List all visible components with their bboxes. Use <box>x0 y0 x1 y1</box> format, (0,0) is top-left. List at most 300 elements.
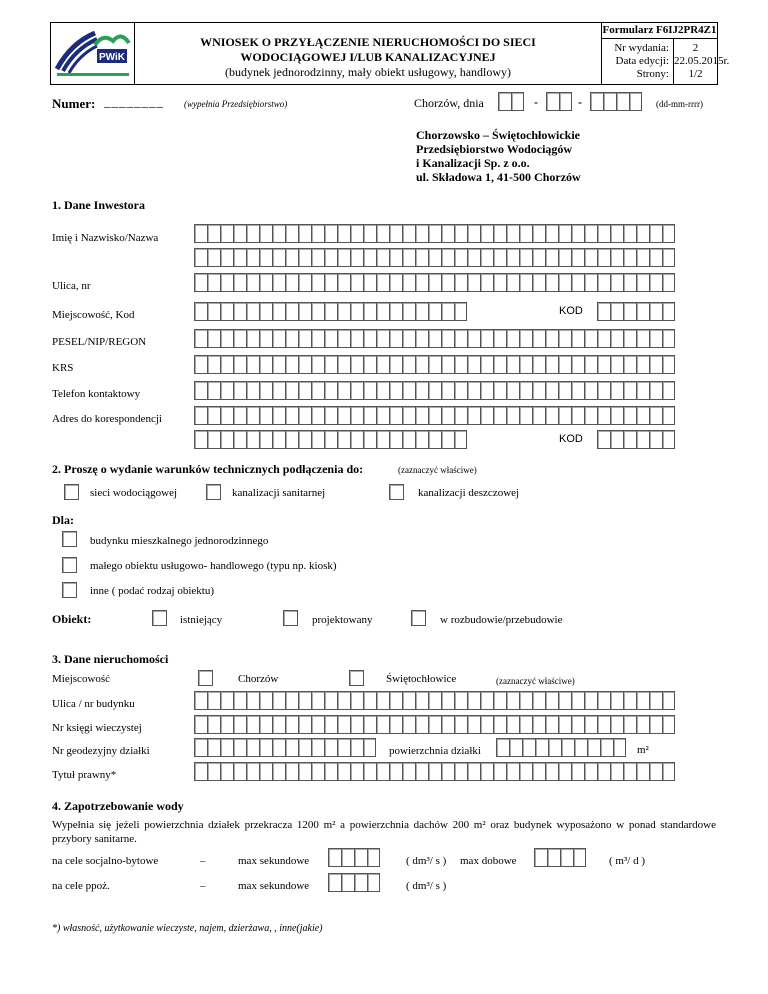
input-cell[interactable] <box>272 381 285 400</box>
date-year-boxes[interactable] <box>590 92 642 111</box>
input-cell[interactable] <box>246 273 259 292</box>
input-cell[interactable] <box>649 406 662 425</box>
input-cell[interactable] <box>298 430 311 449</box>
input-cell[interactable] <box>597 762 610 781</box>
input-cell[interactable] <box>428 355 441 374</box>
input-cell[interactable] <box>467 248 480 267</box>
input-cell[interactable] <box>636 302 649 321</box>
input-cell[interactable] <box>493 273 506 292</box>
input-cell[interactable] <box>389 224 402 243</box>
input-cell[interactable] <box>311 715 324 734</box>
input-cell[interactable] <box>561 738 574 757</box>
input-cell[interactable] <box>428 329 441 348</box>
input-cell[interactable] <box>220 355 233 374</box>
input-cell[interactable] <box>354 848 367 867</box>
input-cell[interactable] <box>272 762 285 781</box>
legal-title-boxes[interactable] <box>194 762 675 781</box>
input-cell[interactable] <box>324 430 337 449</box>
input-cell[interactable] <box>532 381 545 400</box>
input-cell[interactable] <box>623 248 636 267</box>
input-cell[interactable] <box>363 381 376 400</box>
input-cell[interactable] <box>337 224 350 243</box>
input-cell[interactable] <box>389 381 402 400</box>
input-cell[interactable] <box>350 381 363 400</box>
input-cell[interactable] <box>415 302 428 321</box>
input-cell[interactable] <box>597 302 610 321</box>
input-cell[interactable] <box>584 762 597 781</box>
input-cell[interactable] <box>441 302 454 321</box>
input-cell[interactable] <box>363 273 376 292</box>
input-cell[interactable] <box>233 329 246 348</box>
input-cell[interactable] <box>259 738 272 757</box>
input-cell[interactable] <box>532 715 545 734</box>
input-cell[interactable] <box>207 738 220 757</box>
input-cell[interactable] <box>350 715 363 734</box>
input-cell[interactable] <box>415 762 428 781</box>
input-cell[interactable] <box>532 224 545 243</box>
input-cell[interactable] <box>350 738 363 757</box>
input-cell[interactable] <box>220 762 233 781</box>
input-cell[interactable] <box>285 715 298 734</box>
input-cell[interactable] <box>389 329 402 348</box>
input-cell[interactable] <box>389 406 402 425</box>
input-cell[interactable] <box>324 329 337 348</box>
input-cell[interactable] <box>337 381 350 400</box>
input-cell[interactable] <box>337 691 350 710</box>
input-cell[interactable] <box>272 430 285 449</box>
input-cell[interactable] <box>337 715 350 734</box>
input-cell[interactable] <box>259 224 272 243</box>
input-cell[interactable] <box>441 381 454 400</box>
input-cell[interactable] <box>194 715 207 734</box>
input-cell[interactable] <box>522 738 535 757</box>
input-cell[interactable] <box>246 406 259 425</box>
input-cell[interactable] <box>558 329 571 348</box>
input-cell[interactable] <box>584 224 597 243</box>
input-cell[interactable] <box>545 406 558 425</box>
input-cell[interactable] <box>636 406 649 425</box>
input-cell[interactable] <box>454 715 467 734</box>
input-cell[interactable] <box>402 691 415 710</box>
input-cell[interactable] <box>662 329 675 348</box>
input-cell[interactable] <box>285 224 298 243</box>
input-cell[interactable] <box>534 848 547 867</box>
input-cell[interactable] <box>574 738 587 757</box>
input-cell[interactable] <box>428 302 441 321</box>
input-cell[interactable] <box>428 273 441 292</box>
input-cell[interactable] <box>480 691 493 710</box>
single-family-checkbox[interactable] <box>62 531 77 547</box>
input-cell[interactable] <box>246 248 259 267</box>
input-cell[interactable] <box>259 430 272 449</box>
input-cell[interactable] <box>233 224 246 243</box>
input-cell[interactable] <box>402 381 415 400</box>
input-cell[interactable] <box>506 329 519 348</box>
input-cell[interactable] <box>376 302 389 321</box>
input-cell[interactable] <box>532 273 545 292</box>
input-cell[interactable] <box>584 273 597 292</box>
input-cell[interactable] <box>285 248 298 267</box>
input-cell[interactable] <box>636 762 649 781</box>
input-cell[interactable] <box>467 691 480 710</box>
input-cell[interactable] <box>519 224 532 243</box>
input-cell[interactable] <box>636 224 649 243</box>
input-cell[interactable] <box>532 691 545 710</box>
input-cell[interactable] <box>428 762 441 781</box>
input-cell[interactable] <box>662 691 675 710</box>
input-cell[interactable] <box>662 248 675 267</box>
input-cell[interactable] <box>363 691 376 710</box>
input-cell[interactable] <box>454 302 467 321</box>
input-cell[interactable] <box>259 302 272 321</box>
input-cell[interactable] <box>285 430 298 449</box>
input-cell[interactable] <box>337 406 350 425</box>
input-cell[interactable] <box>194 329 207 348</box>
input-cell[interactable] <box>194 224 207 243</box>
input-cell[interactable] <box>220 329 233 348</box>
input-cell[interactable] <box>584 355 597 374</box>
input-cell[interactable] <box>194 762 207 781</box>
input-cell[interactable] <box>285 302 298 321</box>
input-cell[interactable] <box>535 738 548 757</box>
input-cell[interactable] <box>610 224 623 243</box>
input-cell[interactable] <box>558 691 571 710</box>
input-cell[interactable] <box>454 273 467 292</box>
input-cell[interactable] <box>597 691 610 710</box>
input-cell[interactable] <box>337 329 350 348</box>
input-cell[interactable] <box>246 224 259 243</box>
input-cell[interactable] <box>363 715 376 734</box>
input-cell[interactable] <box>298 406 311 425</box>
input-cell[interactable] <box>454 224 467 243</box>
input-cell[interactable] <box>324 762 337 781</box>
input-cell[interactable] <box>584 381 597 400</box>
input-cell[interactable] <box>285 762 298 781</box>
input-cell[interactable] <box>662 273 675 292</box>
input-cell[interactable] <box>532 406 545 425</box>
land-register-boxes[interactable] <box>194 715 675 734</box>
input-cell[interactable] <box>233 381 246 400</box>
input-cell[interactable] <box>480 355 493 374</box>
input-cell[interactable] <box>311 273 324 292</box>
input-cell[interactable] <box>220 248 233 267</box>
input-cell[interactable] <box>337 355 350 374</box>
input-cell[interactable] <box>220 430 233 449</box>
plot-number-boxes[interactable] <box>194 738 376 757</box>
corr-boxes-1[interactable] <box>194 406 675 425</box>
input-cell[interactable] <box>597 355 610 374</box>
input-cell[interactable] <box>454 406 467 425</box>
input-cell[interactable] <box>558 224 571 243</box>
input-cell[interactable] <box>272 302 285 321</box>
input-cell[interactable] <box>259 715 272 734</box>
input-cell[interactable] <box>545 715 558 734</box>
input-cell[interactable] <box>402 273 415 292</box>
input-cell[interactable] <box>246 302 259 321</box>
corr-boxes-2[interactable] <box>194 430 467 449</box>
input-cell[interactable] <box>259 381 272 400</box>
input-cell[interactable] <box>246 381 259 400</box>
input-cell[interactable] <box>571 381 584 400</box>
input-cell[interactable] <box>493 715 506 734</box>
input-cell[interactable] <box>272 691 285 710</box>
input-cell[interactable] <box>506 273 519 292</box>
input-cell[interactable] <box>519 248 532 267</box>
input-cell[interactable] <box>207 248 220 267</box>
input-cell[interactable] <box>428 430 441 449</box>
input-cell[interactable] <box>649 430 662 449</box>
input-cell[interactable] <box>519 762 532 781</box>
input-cell[interactable] <box>389 691 402 710</box>
input-cell[interactable] <box>415 406 428 425</box>
input-cell[interactable] <box>311 329 324 348</box>
input-cell[interactable] <box>597 715 610 734</box>
input-cell[interactable] <box>194 273 207 292</box>
input-cell[interactable] <box>402 224 415 243</box>
input-cell[interactable] <box>571 273 584 292</box>
input-cell[interactable] <box>493 691 506 710</box>
input-cell[interactable] <box>571 691 584 710</box>
input-cell[interactable] <box>571 224 584 243</box>
input-cell[interactable] <box>402 355 415 374</box>
input-cell[interactable] <box>246 738 259 757</box>
input-cell[interactable] <box>636 329 649 348</box>
input-cell[interactable] <box>207 355 220 374</box>
input-cell[interactable] <box>233 248 246 267</box>
input-cell[interactable] <box>402 302 415 321</box>
input-cell[interactable] <box>597 329 610 348</box>
input-cell[interactable] <box>623 302 636 321</box>
input-cell[interactable] <box>649 691 662 710</box>
input-cell[interactable] <box>506 691 519 710</box>
input-cell[interactable] <box>298 762 311 781</box>
input-cell[interactable] <box>220 381 233 400</box>
input-cell[interactable] <box>363 302 376 321</box>
input-cell[interactable] <box>220 302 233 321</box>
date-day-boxes[interactable] <box>498 92 524 111</box>
input-cell[interactable] <box>324 406 337 425</box>
existing-checkbox[interactable] <box>152 610 167 626</box>
input-cell[interactable] <box>571 762 584 781</box>
corr-postal-boxes[interactable] <box>597 430 675 449</box>
input-cell[interactable] <box>493 381 506 400</box>
input-cell[interactable] <box>545 691 558 710</box>
input-cell[interactable] <box>220 224 233 243</box>
input-cell[interactable] <box>233 302 246 321</box>
input-cell[interactable] <box>220 273 233 292</box>
input-cell[interactable] <box>350 329 363 348</box>
input-cell[interactable] <box>259 691 272 710</box>
input-cell[interactable] <box>649 715 662 734</box>
input-cell[interactable] <box>207 430 220 449</box>
input-cell[interactable] <box>558 381 571 400</box>
input-cell[interactable] <box>441 224 454 243</box>
input-cell[interactable] <box>547 848 560 867</box>
input-cell[interactable] <box>207 406 220 425</box>
input-cell[interactable] <box>341 873 354 892</box>
input-cell[interactable] <box>311 381 324 400</box>
input-cell[interactable] <box>220 691 233 710</box>
input-cell[interactable] <box>493 762 506 781</box>
input-cell[interactable] <box>415 329 428 348</box>
input-cell[interactable] <box>328 873 341 892</box>
input-cell[interactable] <box>428 691 441 710</box>
input-cell[interactable] <box>480 406 493 425</box>
date-month-boxes[interactable] <box>546 92 572 111</box>
input-cell[interactable] <box>610 715 623 734</box>
input-cell[interactable] <box>467 381 480 400</box>
input-cell[interactable] <box>560 848 573 867</box>
postal-code-boxes[interactable] <box>597 302 675 321</box>
input-cell[interactable] <box>337 248 350 267</box>
input-cell[interactable] <box>623 273 636 292</box>
input-cell[interactable] <box>584 715 597 734</box>
input-cell[interactable] <box>506 762 519 781</box>
input-cell[interactable] <box>623 355 636 374</box>
input-cell[interactable] <box>496 738 509 757</box>
input-cell[interactable] <box>402 406 415 425</box>
input-cell[interactable] <box>376 273 389 292</box>
input-cell[interactable] <box>285 355 298 374</box>
input-cell[interactable] <box>662 715 675 734</box>
street-boxes[interactable] <box>194 273 675 292</box>
input-cell[interactable] <box>324 302 337 321</box>
sanitary-sewer-checkbox[interactable] <box>206 484 221 500</box>
input-cell[interactable] <box>246 355 259 374</box>
plot-area-boxes[interactable] <box>496 738 626 757</box>
input-cell[interactable] <box>324 738 337 757</box>
input-cell[interactable] <box>636 430 649 449</box>
input-cell[interactable] <box>376 224 389 243</box>
input-cell[interactable] <box>233 762 246 781</box>
input-cell[interactable] <box>623 762 636 781</box>
input-cell[interactable] <box>272 273 285 292</box>
input-cell[interactable] <box>597 224 610 243</box>
input-cell[interactable] <box>610 381 623 400</box>
input-cell[interactable] <box>597 248 610 267</box>
input-cell[interactable] <box>415 430 428 449</box>
input-cell[interactable] <box>350 355 363 374</box>
designed-checkbox[interactable] <box>283 610 298 626</box>
input-cell[interactable] <box>285 406 298 425</box>
input-cell[interactable] <box>285 329 298 348</box>
input-cell[interactable] <box>415 248 428 267</box>
input-cell[interactable] <box>285 381 298 400</box>
input-cell[interactable] <box>623 715 636 734</box>
input-cell[interactable] <box>548 738 561 757</box>
input-cell[interactable] <box>454 381 467 400</box>
input-cell[interactable] <box>233 406 246 425</box>
input-cell[interactable] <box>207 329 220 348</box>
social-max-day-boxes[interactable] <box>534 848 586 867</box>
input-cell[interactable] <box>389 355 402 374</box>
input-cell[interactable] <box>311 302 324 321</box>
water-network-checkbox[interactable] <box>64 484 79 500</box>
input-cell[interactable] <box>493 355 506 374</box>
input-cell[interactable] <box>662 406 675 425</box>
input-cell[interactable] <box>207 691 220 710</box>
input-cell[interactable] <box>441 248 454 267</box>
input-cell[interactable] <box>376 248 389 267</box>
input-cell[interactable] <box>493 248 506 267</box>
input-cell[interactable] <box>298 248 311 267</box>
input-cell[interactable] <box>545 762 558 781</box>
expansion-checkbox[interactable] <box>411 610 426 626</box>
property-street-boxes[interactable] <box>194 691 675 710</box>
input-cell[interactable] <box>545 329 558 348</box>
input-cell[interactable] <box>480 715 493 734</box>
input-cell[interactable] <box>584 248 597 267</box>
input-cell[interactable] <box>207 762 220 781</box>
input-cell[interactable] <box>623 430 636 449</box>
input-cell[interactable] <box>324 224 337 243</box>
input-cell[interactable] <box>636 381 649 400</box>
input-cell[interactable] <box>272 738 285 757</box>
input-cell[interactable] <box>558 248 571 267</box>
input-cell[interactable] <box>441 691 454 710</box>
input-cell[interactable] <box>597 430 610 449</box>
input-cell[interactable] <box>389 715 402 734</box>
input-cell[interactable] <box>415 224 428 243</box>
input-cell[interactable] <box>389 273 402 292</box>
input-cell[interactable] <box>584 691 597 710</box>
input-cell[interactable] <box>610 273 623 292</box>
input-cell[interactable] <box>311 224 324 243</box>
input-cell[interactable] <box>363 762 376 781</box>
input-cell[interactable] <box>415 355 428 374</box>
input-cell[interactable] <box>519 381 532 400</box>
input-cell[interactable] <box>272 224 285 243</box>
input-cell[interactable] <box>506 248 519 267</box>
input-cell[interactable] <box>467 762 480 781</box>
input-cell[interactable] <box>207 273 220 292</box>
input-cell[interactable] <box>350 691 363 710</box>
other-object-checkbox[interactable] <box>62 582 77 598</box>
input-cell[interactable] <box>207 302 220 321</box>
input-cell[interactable] <box>441 715 454 734</box>
input-cell[interactable] <box>354 873 367 892</box>
input-cell[interactable] <box>363 430 376 449</box>
input-cell[interactable] <box>506 406 519 425</box>
input-cell[interactable] <box>207 224 220 243</box>
input-cell[interactable] <box>441 430 454 449</box>
input-cell[interactable] <box>233 273 246 292</box>
input-cell[interactable] <box>428 224 441 243</box>
input-cell[interactable] <box>454 248 467 267</box>
input-cell[interactable] <box>480 273 493 292</box>
input-cell[interactable] <box>367 873 380 892</box>
input-cell[interactable] <box>545 248 558 267</box>
input-cell[interactable] <box>376 430 389 449</box>
input-cell[interactable] <box>662 762 675 781</box>
input-cell[interactable] <box>233 430 246 449</box>
input-cell[interactable] <box>233 691 246 710</box>
krs-boxes[interactable] <box>194 355 675 374</box>
name-boxes-1[interactable] <box>194 224 675 243</box>
chorzow-checkbox[interactable] <box>198 670 213 686</box>
input-cell[interactable] <box>220 715 233 734</box>
input-cell[interactable] <box>363 738 376 757</box>
input-cell[interactable] <box>584 329 597 348</box>
input-cell[interactable] <box>220 406 233 425</box>
input-cell[interactable] <box>415 273 428 292</box>
input-cell[interactable] <box>467 329 480 348</box>
input-cell[interactable] <box>558 273 571 292</box>
input-cell[interactable] <box>573 848 586 867</box>
input-cell[interactable] <box>311 738 324 757</box>
input-cell[interactable] <box>610 762 623 781</box>
input-cell[interactable] <box>311 248 324 267</box>
